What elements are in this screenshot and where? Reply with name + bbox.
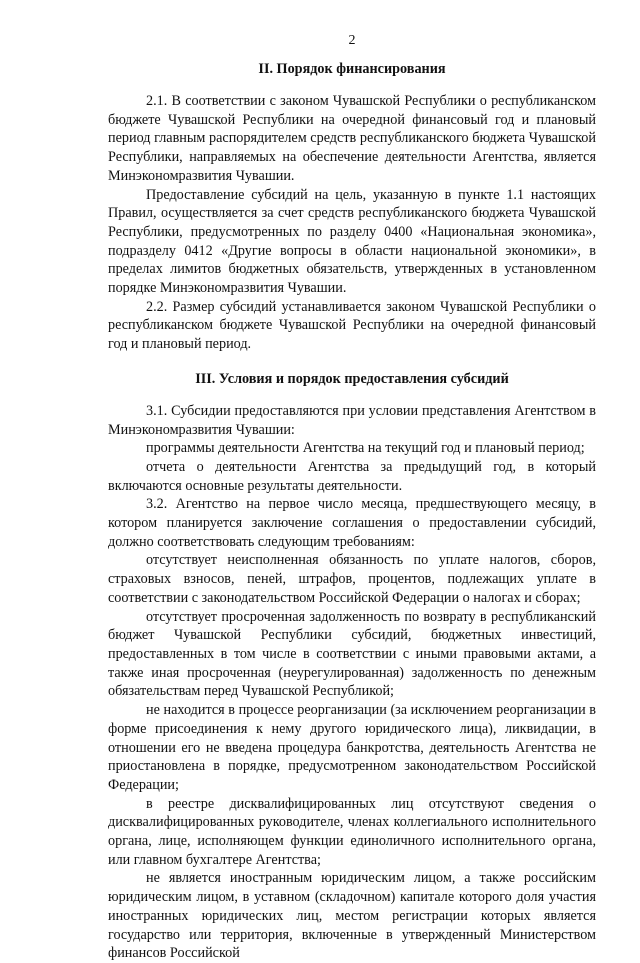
- paragraph-report-item: отчета о деятельности Агентства за предыдущий год, в который включаются основные результаты деятельности.: [108, 458, 596, 494]
- paragraph-3-2: 3.2. Агентство на первое число месяца, предшествующего месяцу, в котором планируется заключение соглашения о предоставлении субсидий, должно соответствовать следующим требованиям:: [108, 496, 596, 550]
- paragraph-no-disqualified: в реестре дисквалифицированных лиц отсутствуют сведения о дисквалифицированных руководителе, членах коллегиального исполнительного органа, лице, исполняющем функции единоличного исполнительного органа, или главном бухгалтере Агентства;: [108, 795, 596, 868]
- document-page: [108, 32, 596, 962]
- paragraph-program-item: программы деятельности Агентства на текущий год и плановый период;: [146, 440, 585, 457]
- paragraph-no-overdue-debt: отсутствует просроченная задолженность по возврату в республиканский бюджет Чувашской Республики субсидий, бюджетных инвестиций, предоставленных в том числе в соответствии с иными правовыми актами, а также иная просроченная (неурегулированная) задолженность по денежным обязательствам перед Чувашской Республикой;: [108, 608, 596, 700]
- paragraph-no-tax-debt: отсутствует неисполненная обязанность по уплате налогов, сборов, страховых взносов, пеней, штрафов, процентов, подлежащих уплате в соответствии с законодательством Российской Федерации о налогах и сборах;: [108, 552, 596, 606]
- paragraph-not-foreign-entity: не является иностранным юридическим лицом, а также российским юридическим лицом, в уставном (складочном) капитале которого доля участия иностранных юридических лиц, местом регистрации которых является государство или территория, включенные в утвержденный Министерством финансов Российской: [108, 870, 596, 962]
- page-number: 2: [348, 33, 356, 48]
- paragraph-3-1: 3.1. Субсидии предоставляются при условии представления Агентством в Минэкономразвития Чувашии:: [108, 402, 596, 438]
- paragraph-no-reorganization: не находится в процессе реорганизации (за исключением реорганизации в форме присоединения к нему другого юридического лица), ликвидации, в отношении его не введена процедура банкротства, деятельность Агентства не приостановлена в порядке, предусмотренном законодательством Российской Федерации;: [108, 702, 596, 793]
- paragraph-2-2: 2.2. Размер субсидий устанавливается законом Чувашской Республики о республиканском бюджете Чувашской Республики на очередной финансовый год и плановый период.: [108, 298, 596, 353]
- paragraph-subsidy-source: Предоставление субсидий на цель, указанную в пункте 1.1 настоящих Правил, осуществляется за счет средств республиканского бюджета Чувашской Республики, предусмотренных по разделу 0400 «Национальная экономика», подразделу 0412 «Другие вопросы в области национальной экономики», в пределах лимитов бюджетных обязательств, утвержденных в установленном порядке Минэкономразвития Чувашии.: [108, 186, 596, 297]
- section-heading-financing: II. Порядок финансирования: [258, 61, 446, 77]
- paragraph-2-1: 2.1. В соответствии с законом Чувашской Республики о республиканском бюджете Чувашской Республики на очередной финансовый год и плановый период главным распорядителем средств республиканского бюджета Чувашской Республики, направляемых на обеспечение деятельности Агентства, является Минэкономразвития Чувашии.: [108, 93, 596, 184]
- section-heading-conditions: III. Условия и порядок предоставления субсидий: [195, 370, 509, 387]
